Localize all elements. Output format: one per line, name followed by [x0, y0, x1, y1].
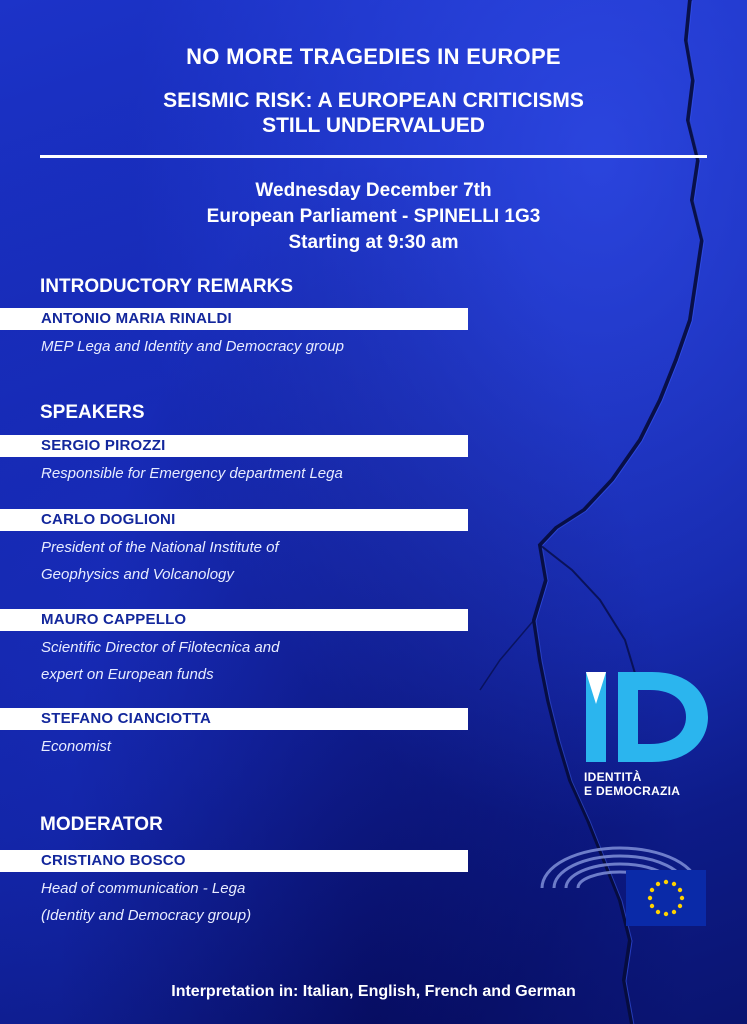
introductory-name-bar: [0, 308, 468, 330]
speaker-role: [41, 460, 343, 487]
speaker-name: STEFANO CIANCIOTTA: [41, 710, 211, 727]
speaker-role-line: Scientific Director of Filotecnica and: [41, 639, 280, 656]
id-brand-line-1: IDENTITÀ: [584, 770, 642, 784]
poster-title: NO MORE TRAGEDIES IN EUROPE: [186, 44, 561, 69]
speaker-role-line: Geophysics and Volcanology: [41, 566, 234, 583]
speaker-name-bar: [0, 435, 468, 457]
poster-subtitle-line-1: SEISMIC RISK: A EUROPEAN CRITICISMS: [163, 89, 584, 112]
interpretation-footer: Interpretation in: Italian, English, French and German: [171, 983, 576, 1000]
speaker-name-bar: [0, 708, 468, 730]
european-parliament-logo: [530, 826, 710, 926]
moderator-name: CRISTIANO BOSCO: [41, 852, 186, 869]
moderator-role-line: (Identity and Democracy group): [41, 907, 252, 924]
speaker-role-line: expert on European funds: [41, 666, 214, 683]
speaker-role-line: President of the National Institute of: [41, 539, 279, 556]
speaker-role: [41, 534, 279, 588]
event-date: Wednesday December 7th: [255, 180, 492, 201]
moderator-role: [41, 875, 251, 929]
poster-subtitle-line-2: STILL UNDERVALUED: [262, 114, 485, 137]
speaker-role-line: Economist: [41, 738, 112, 755]
speaker-name: MAURO CAPPELLO: [41, 611, 187, 628]
speaker-name: CARLO DOGLIONI: [41, 511, 176, 528]
speaker-name-bar: [0, 609, 468, 631]
introductory-heading: INTRODUCTORY REMARKS: [40, 276, 293, 297]
id-brand-line-2: E DEMOCRAZIA: [584, 784, 681, 798]
introductory-name: ANTONIO MARIA RINALDI: [41, 310, 232, 327]
introductory-role: MEP Lega and Identity and Democracy group: [41, 338, 344, 355]
eu-flag: [626, 870, 706, 926]
speaker-name-bar: [0, 509, 468, 531]
speaker-role: [41, 634, 279, 688]
moderator-role-line: Head of communication - Lega: [41, 880, 246, 897]
speakers-heading: SPEAKERS: [40, 402, 145, 423]
speaker-name: SERGIO PIROZZI: [41, 437, 166, 454]
speaker-role-line: Responsible for Emergency department Lega: [41, 465, 343, 482]
event-time: Starting at 9:30 am: [288, 232, 459, 253]
moderator-heading: MODERATOR: [40, 814, 163, 835]
poster-subtitle: [0, 88, 747, 138]
speaker-role: [41, 733, 111, 760]
event-place: European Parliament - SPINELLI 1G3: [206, 206, 541, 227]
title-divider: [40, 155, 707, 158]
moderator-name-bar: [0, 850, 468, 872]
